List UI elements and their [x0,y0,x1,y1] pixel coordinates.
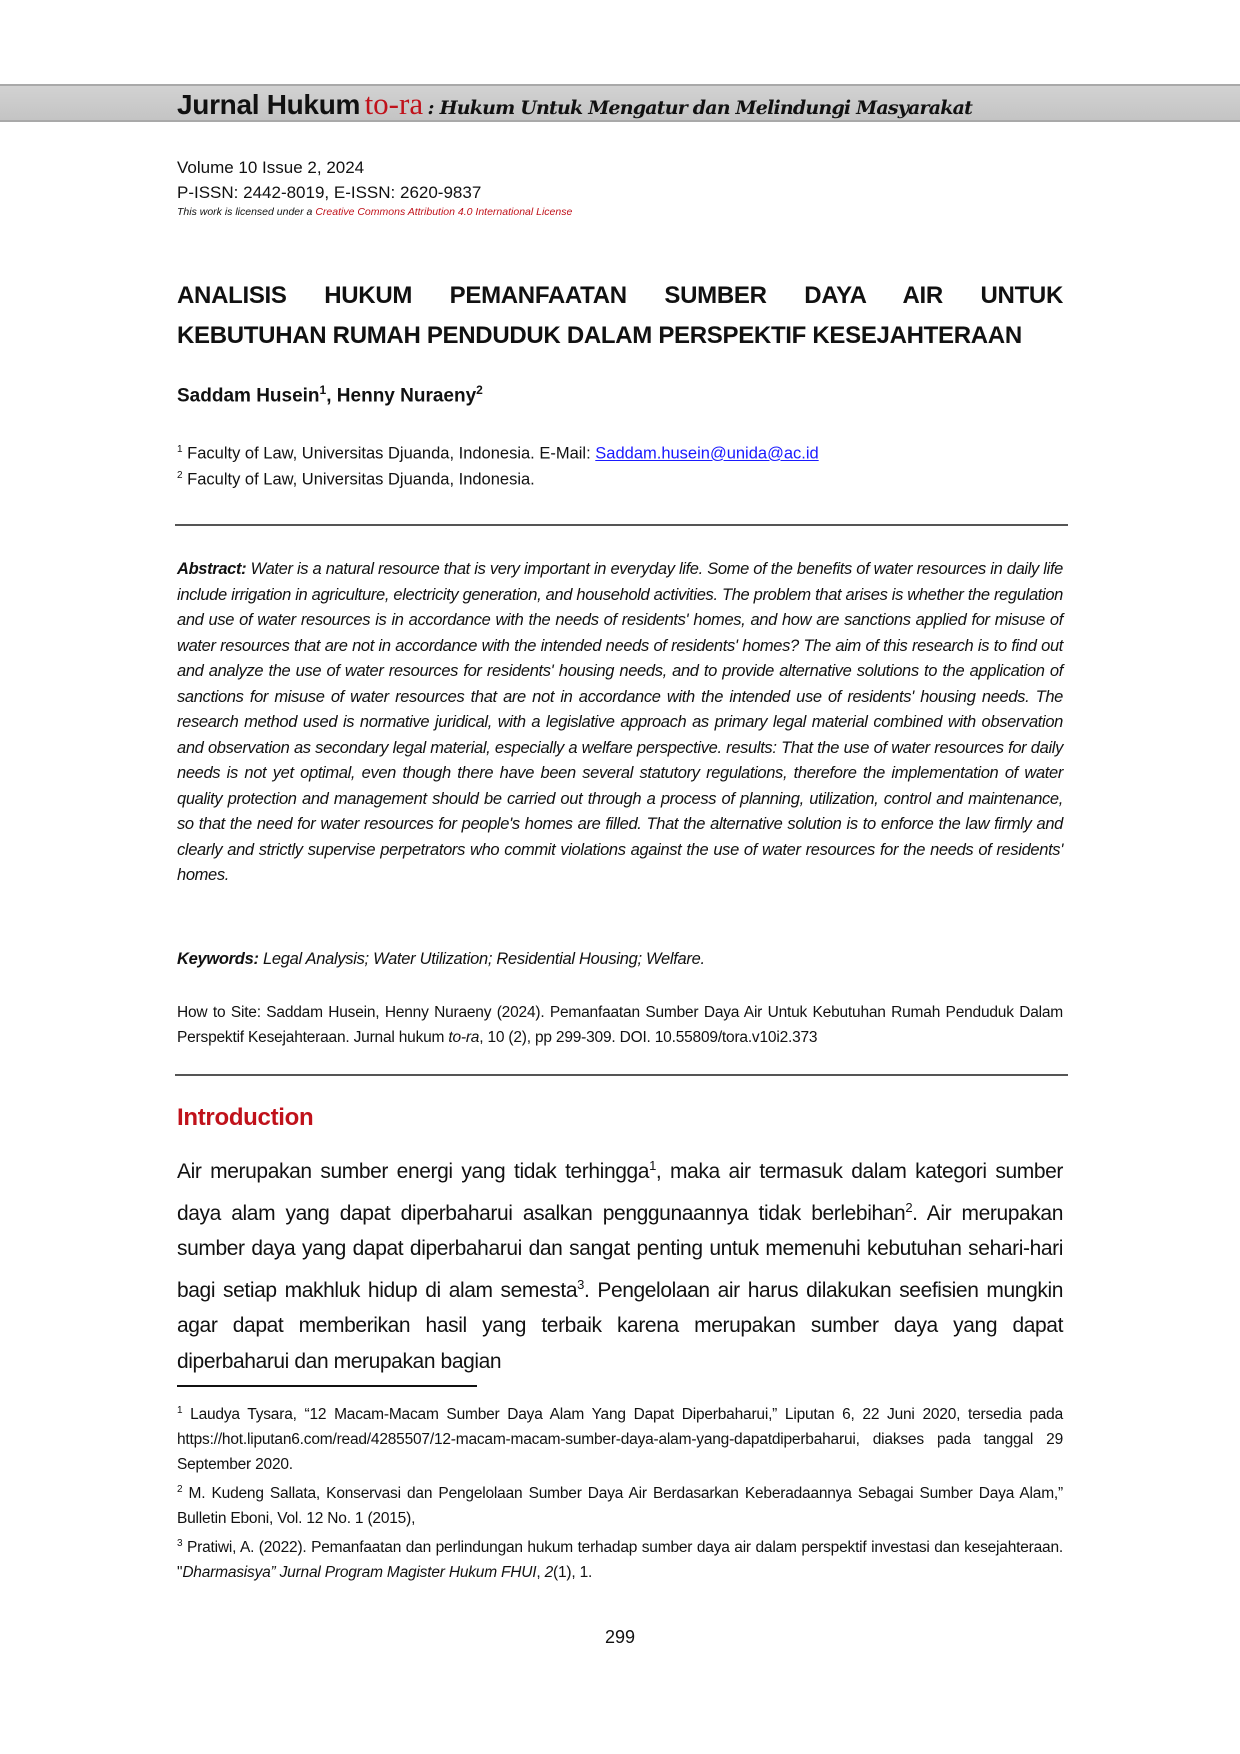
footnote-number: 1 [177,1405,183,1416]
abstract-label: Abstract: [177,560,247,578]
footnote-3 [177,1531,1063,1585]
footnotes [177,1398,1063,1585]
footnote-journal: Dharmasisya” Jurnal Program Magister Hukum FHUI [182,1564,537,1582]
footnote-number: 3 [177,1538,183,1550]
abstract [177,557,1063,889]
author-name: Henny Nuraeny [336,385,477,407]
divider-bottom [175,1074,1068,1076]
intro-text: . Air merupakan sumber daya yang dapat diperbaharui dan sangat penting untuk memenuhi kebutuhan sehari-hari bagi setiap makhluk hidup di alam semesta [177,1201,1063,1302]
issn-info: P-ISSN: 2442-8019, E-ISSN: 2620-9837 [177,183,482,202]
intro-text: Air merupakan sumber energi yang tidak terhingga [177,1160,650,1183]
how-to-cite [177,1000,1063,1050]
footnote-ref[interactable]: 2 [905,1199,913,1215]
intro-text: . Pengelolaan air harus dilakukan seefisien mungkin agar dapat memberikan hasil yang terbaik karena merupakan sumber daya yang dapat diperbaharui dan merupakan bagian [177,1278,1063,1373]
author-separator: , [326,385,337,407]
keywords-text: Legal Analysis; Water Utilization; Residential Housing; Welfare. [262,950,705,968]
footnote-sep: , [536,1564,545,1582]
article-title-line-1: ANALISIS HUKUM PEMANFAATAN SUMBER DAYA AIR UNTUK [177,282,1063,309]
footnote-ref[interactable]: 1 [649,1158,656,1173]
volume-info: Volume 10 Issue 2, 2024 [177,158,365,177]
article-title-line-2: KEBUTUHAN RUMAH PENDUDUK DALAM PERSPEKTIF KESEJAHTERAAN [177,322,1022,349]
keywords [177,950,1063,969]
journal-name: Jurnal Hukum [177,89,361,120]
affiliation-sup: 2 [177,470,183,481]
author-sup: 2 [476,383,483,397]
author-list [177,383,483,407]
license-prefix: This work is licensed under a [177,206,313,218]
divider-top [175,524,1068,526]
footnote-text: Pratiwi, A. (2022). Pemanfaatan dan perlindungan hukum terhadap sumber daya air dalam perspektif investasi dan kesejahteraan. " [177,1539,1063,1582]
affiliation-sup: 1 [177,444,183,455]
journal-tagline: : Hukum Untuk Mengatur dan Melindungi Masyarakat [427,97,973,119]
citation-journal: to-ra [448,1029,480,1046]
journal-header-title [177,86,972,122]
keywords-label: Keywords: [177,950,259,968]
intro-text: , maka air termasuk dalam kategori sumber daya alam yang dapat diperbaharui asalkan penggunaannya tidak berlebihan [177,1160,1063,1225]
author-email-link[interactable]: Saddam.husein@unida@ac.id [595,444,819,463]
author-name: Saddam Husein [177,385,320,407]
author-sup: 1 [319,383,327,397]
page-number: 299 [604,1627,636,1647]
footnote-text: Laudya Tysara, “12 Macam-Macam Sumber Daya Alam Yang Dapat Diperbaharui,” Liputan 6, 22 Juni 2020, tersedia pada https://hot.liputan6.com/read/4285507/12-macam-macam-sumber-daya-alam-yang-dapatdiperbaharui, diakses pada tanggal 29 September 2020. [177,1406,1064,1474]
abstract-text: Water is a natural resource that is very important in everyday life. Some of the benefits of water resources in daily life include irrigation in agriculture, electricity generation, and household activities. The problem that arises is whether the regulation and use of water resources is in accordance with the needs of residents' homes, and how are sanctions applied for misuse of water resources that are not in accordance with the intended needs of residents' homes? The aim of this research is to find out and analyze the use of water resources for residents' housing needs, and to provide alternative solutions to the application of sanctions for misuse of water resources that are not in accordance with the intended use of residents' housing needs. The research method used is normative juridical, with a legislative approach as primary legal material combined with observation and observation as secondary legal material, especially a welfare perspective. results: That the use of water resources for daily needs is not yet optimal, even though there have been several statutory regulations, therefore the implementation of water quality protection and management should be carried out through a process of planning, utilization, control and maintenance, so that the need for water resources for people's homes are filled. That the alternative solution is to enforce the law firmly and clearly and strictly supervise perpetrators who commit violations against the use of water resources for the needs of residents' homes. [177,560,1064,884]
affiliation-text: Faculty of Law, Universitas Djuanda, Indonesia. [187,470,535,489]
introduction-paragraph [177,1148,1063,1379]
license-link[interactable]: Creative Commons Attribution 4.0 International License [315,206,573,218]
section-heading-introduction: Introduction [177,1104,314,1131]
license-line [177,206,572,218]
footnote-volume: 2 [544,1564,554,1582]
footnote-separator [177,1385,477,1387]
footnote-tail: (1), 1. [553,1564,593,1582]
footnote-2 [177,1477,1063,1531]
citation-details: , 10 (2), pp 299-309. DOI. 10.55809/tora.v10i2.373 [479,1029,818,1046]
citation-text: How to Site: Saddam Husein, Henny Nuraeny (2024). Pemanfaatan Sumber Daya Air Untuk Kebutuhan Rumah Penduduk Dalam Perspektif Kesejahteraan. Jurnal hukum [177,1004,1063,1046]
affiliation-1 [177,444,819,464]
footnote-1 [177,1398,1063,1477]
affiliation-2 [177,470,535,490]
affiliation-text: Faculty of Law, Universitas Djuanda, Indonesia. E-Mail: [187,444,591,463]
journal-brand: to-ra [364,86,424,121]
footnote-text: M. Kudeng Sallata, Konservasi dan Pengelolaan Sumber Daya Air Berdasarkan Keberadaannya Sebagai Sumber Daya Alam,” Bulletin Eboni, Vol. 12 No. 1 (2015), [177,1485,1063,1528]
footnote-ref[interactable]: 3 [577,1276,584,1292]
footnote-number: 2 [177,1484,183,1496]
